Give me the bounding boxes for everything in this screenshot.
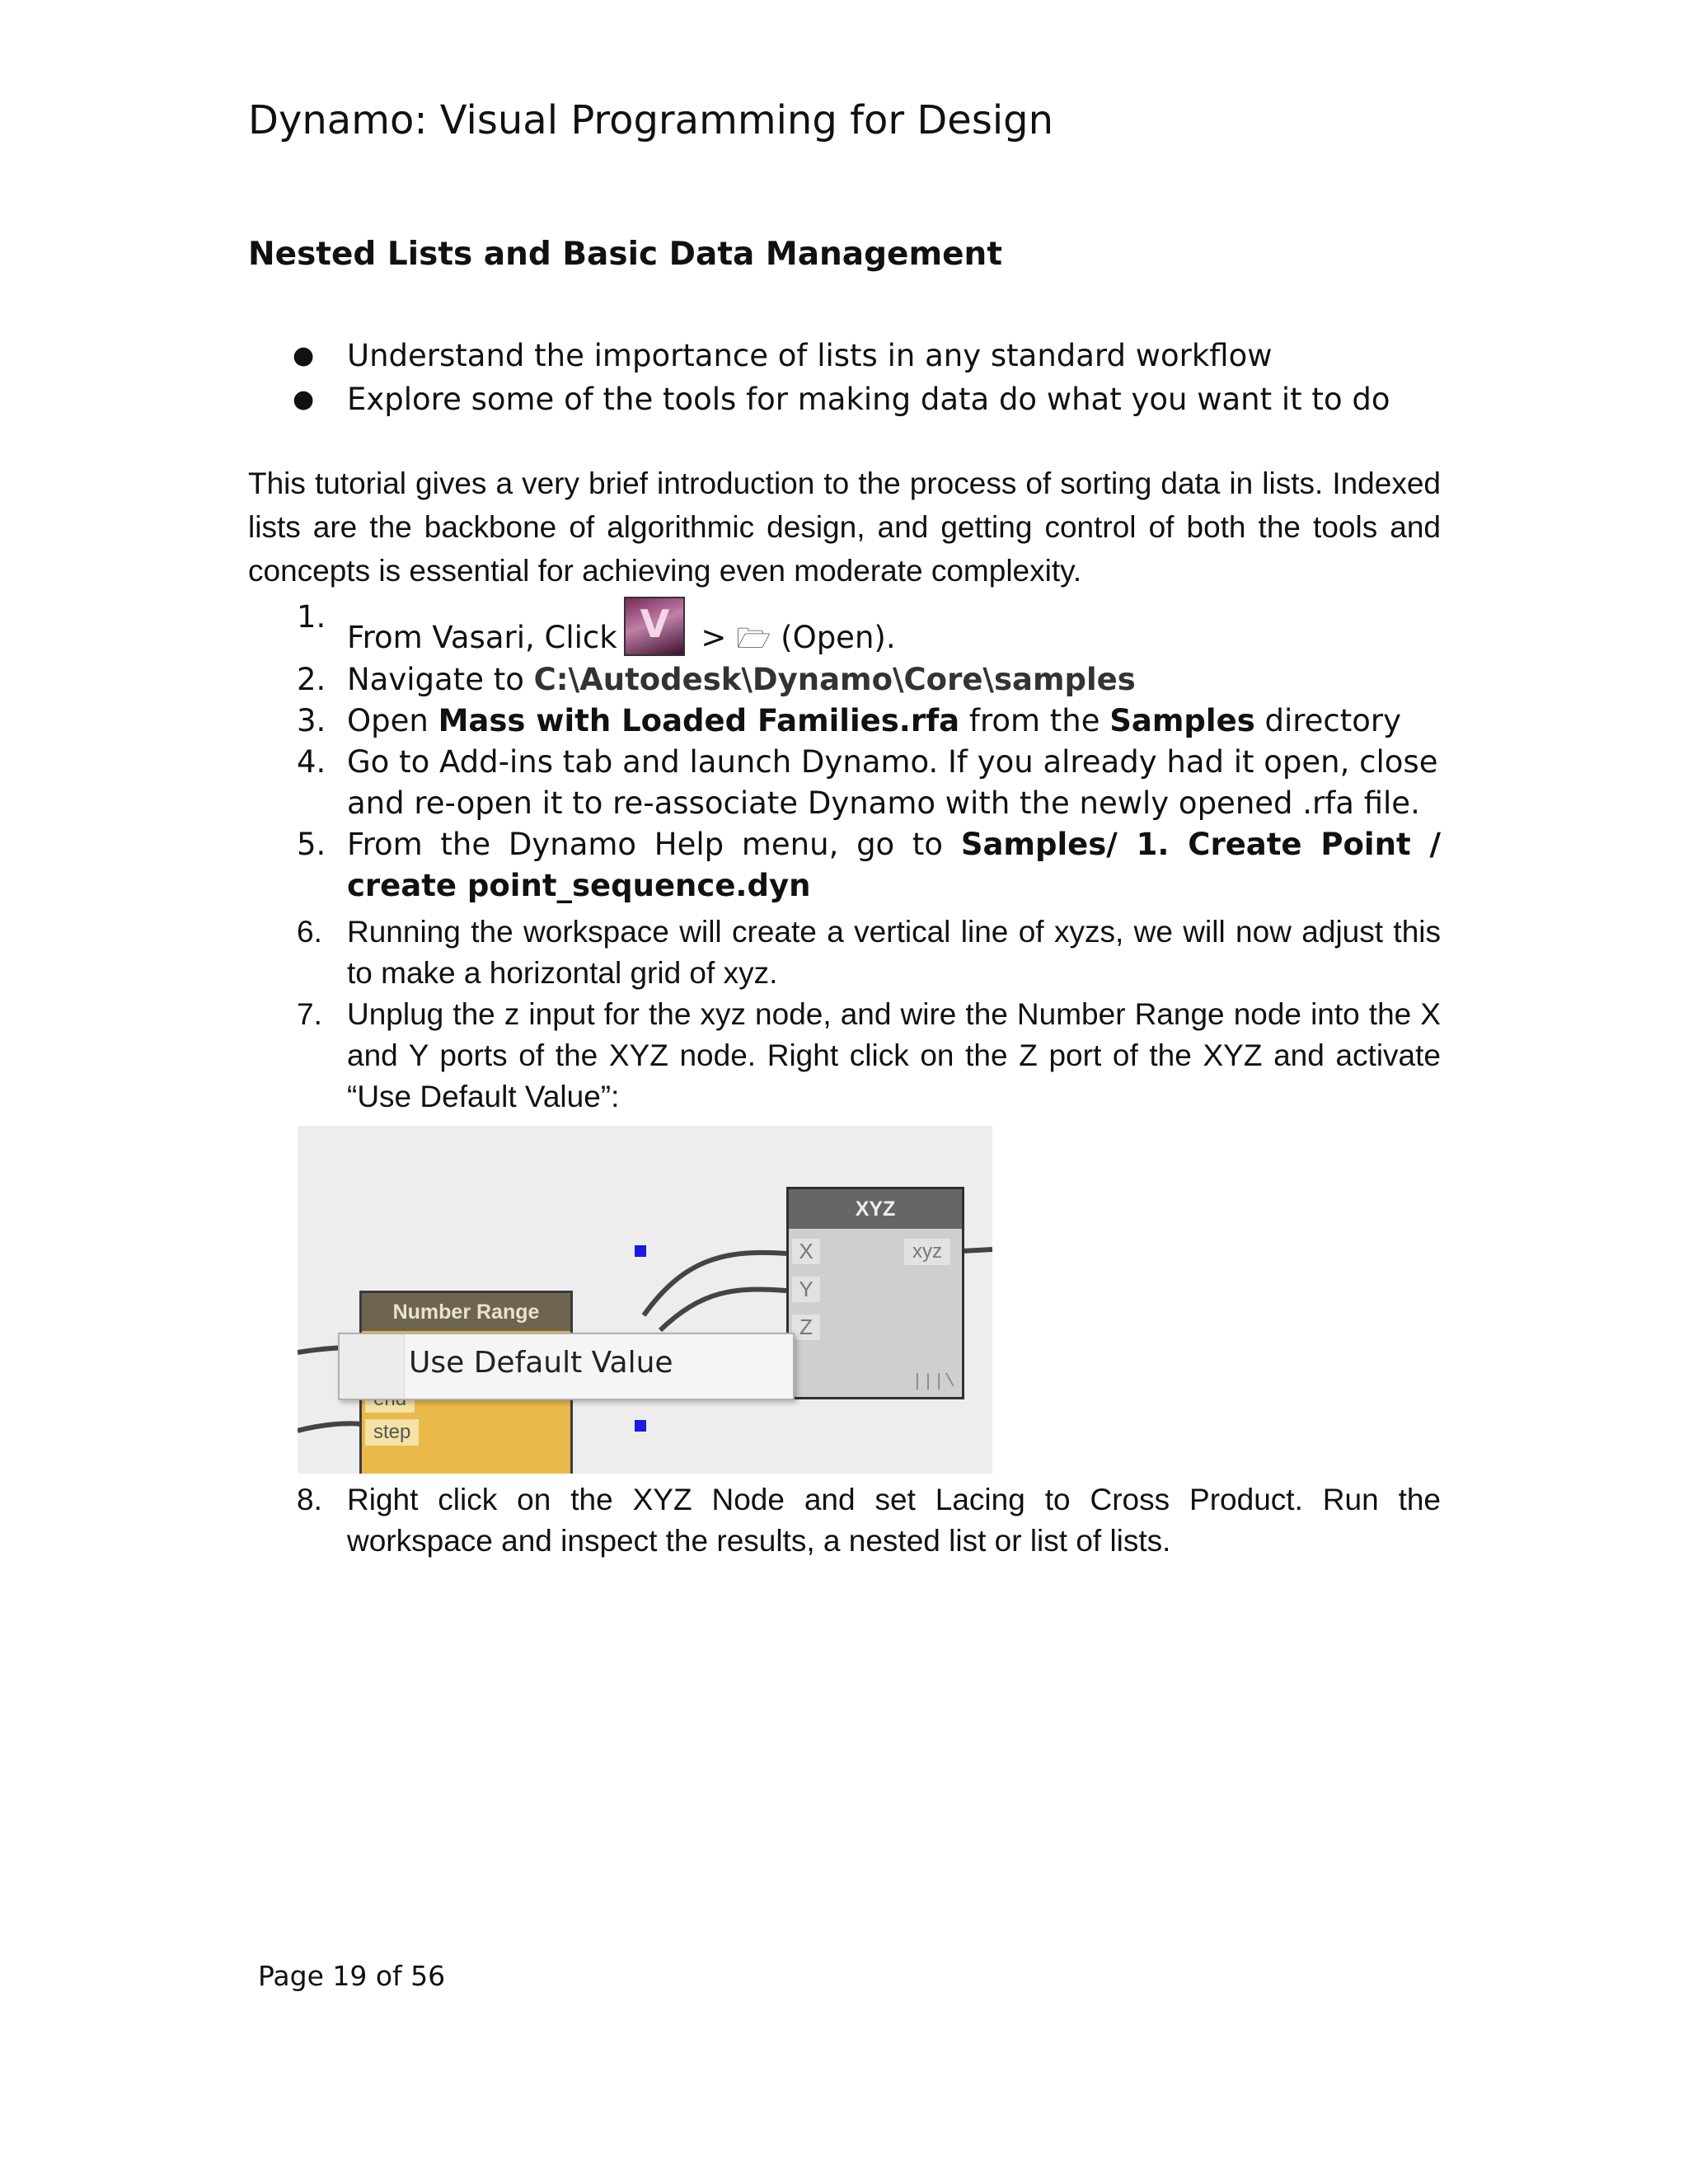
step-text: Right click on the XYZ Node and set Lacing to Cross Product. Run the workspace and inspect the results, a nested list or list of lists. <box>347 1483 1441 1558</box>
wire <box>644 1253 786 1315</box>
bullet-icon: ● <box>293 385 315 414</box>
steps-list <box>297 597 1441 1118</box>
port-z[interactable]: Z <box>792 1315 820 1340</box>
node-title: XYZ <box>789 1189 962 1229</box>
step-number: 4. <box>297 744 326 780</box>
selection-handle[interactable] <box>635 1245 646 1257</box>
menu-gutter <box>340 1334 405 1399</box>
folder-open-icon[interactable]: 🗁 <box>736 622 771 655</box>
step-number: 5. <box>297 827 326 862</box>
port-y[interactable]: Y <box>792 1277 820 1302</box>
list-item <box>293 334 1447 377</box>
step-separator: > <box>691 620 737 655</box>
selection-handle[interactable] <box>635 1420 646 1432</box>
wire <box>298 1423 362 1431</box>
document-title: Dynamo: Visual Programming for Design <box>248 97 1054 143</box>
file-name: Mass with Loaded Families.rfa <box>438 703 960 738</box>
step-number: 1. <box>297 599 326 635</box>
list-item <box>293 377 1447 421</box>
menu-item-use-default-value[interactable]: Use Default Value <box>409 1346 673 1380</box>
step-text: Running the workspace will create a vertical line of xyzs, we will now adjust this to make a horizontal grid of xyz. <box>347 915 1441 990</box>
port-x[interactable]: X <box>792 1239 820 1264</box>
wire <box>962 1249 992 1251</box>
step-item <box>297 912 1441 994</box>
step-item <box>297 1479 1441 1562</box>
step-text: Open <box>347 703 438 738</box>
step-text: From the Dynamo Help menu, go to <box>347 827 961 862</box>
step-item <box>297 742 1441 824</box>
section-heading: Nested Lists and Basic Data Management <box>248 236 1002 273</box>
step-item <box>297 824 1441 907</box>
step-item <box>297 597 1441 659</box>
sample-path: Samples/ 1. Create Point / create point_sequence.dyn <box>347 827 1441 903</box>
step-number: 2. <box>297 662 326 697</box>
port-xyz-output[interactable]: xyz <box>904 1239 950 1265</box>
step-item <box>297 701 1441 742</box>
wire <box>660 1289 786 1330</box>
page-number: Page 19 of 56 <box>258 1960 446 1992</box>
directory-name: Samples <box>1109 703 1255 738</box>
step-number: 6. <box>297 915 322 949</box>
objectives-list <box>293 334 1447 421</box>
samples-path: C:\Autodesk\Dynamo\Core\samples <box>533 662 1136 697</box>
step-number: 3. <box>297 703 326 738</box>
dynamo-screenshot <box>298 1126 992 1474</box>
vasari-app-icon[interactable] <box>624 597 685 656</box>
xyz-node[interactable] <box>786 1187 964 1399</box>
step-text: From Vasari, Click <box>347 620 617 655</box>
objective-text: Explore some of the tools for making data do what you want it to do <box>347 382 1390 417</box>
step-text: from the <box>959 703 1110 738</box>
step-text: Unplug the z input for the xyz node, and wire the Number Range node into the X and Y ports of the XYZ node. Right click on the Z port of the XYZ and activate “Use Default Value”: <box>347 997 1441 1113</box>
port-step[interactable]: step <box>365 1419 419 1446</box>
lacing-indicator: |||\ <box>912 1371 955 1392</box>
step-text: directory <box>1254 703 1402 738</box>
step-text: Navigate to <box>347 662 534 697</box>
node-title: Number Range <box>362 1293 570 1331</box>
step-item <box>297 994 1441 1118</box>
bullet-icon: ● <box>293 341 315 370</box>
intro-paragraph: This tutorial gives a very brief introduction to the process of sorting data in lists. Indexed lists are the backbone of algorithmic design, and getting control of both the tools and concepts is essential for achieving even moderate complexity. <box>248 466 1441 588</box>
step-text: Go to Add-ins tab and launch Dynamo. If you already had it open, close and re-open it to re-associate Dynamo with the newly opened .rfa file. <box>347 744 1438 821</box>
step-text: (Open). <box>771 620 896 655</box>
context-menu <box>338 1333 795 1400</box>
step-number: 7. <box>297 997 322 1031</box>
step-item <box>297 659 1441 701</box>
step-number: 8. <box>297 1483 322 1516</box>
steps-list-continued <box>297 1479 1441 1562</box>
objective-text: Understand the importance of lists in any standard workflow <box>347 338 1273 373</box>
